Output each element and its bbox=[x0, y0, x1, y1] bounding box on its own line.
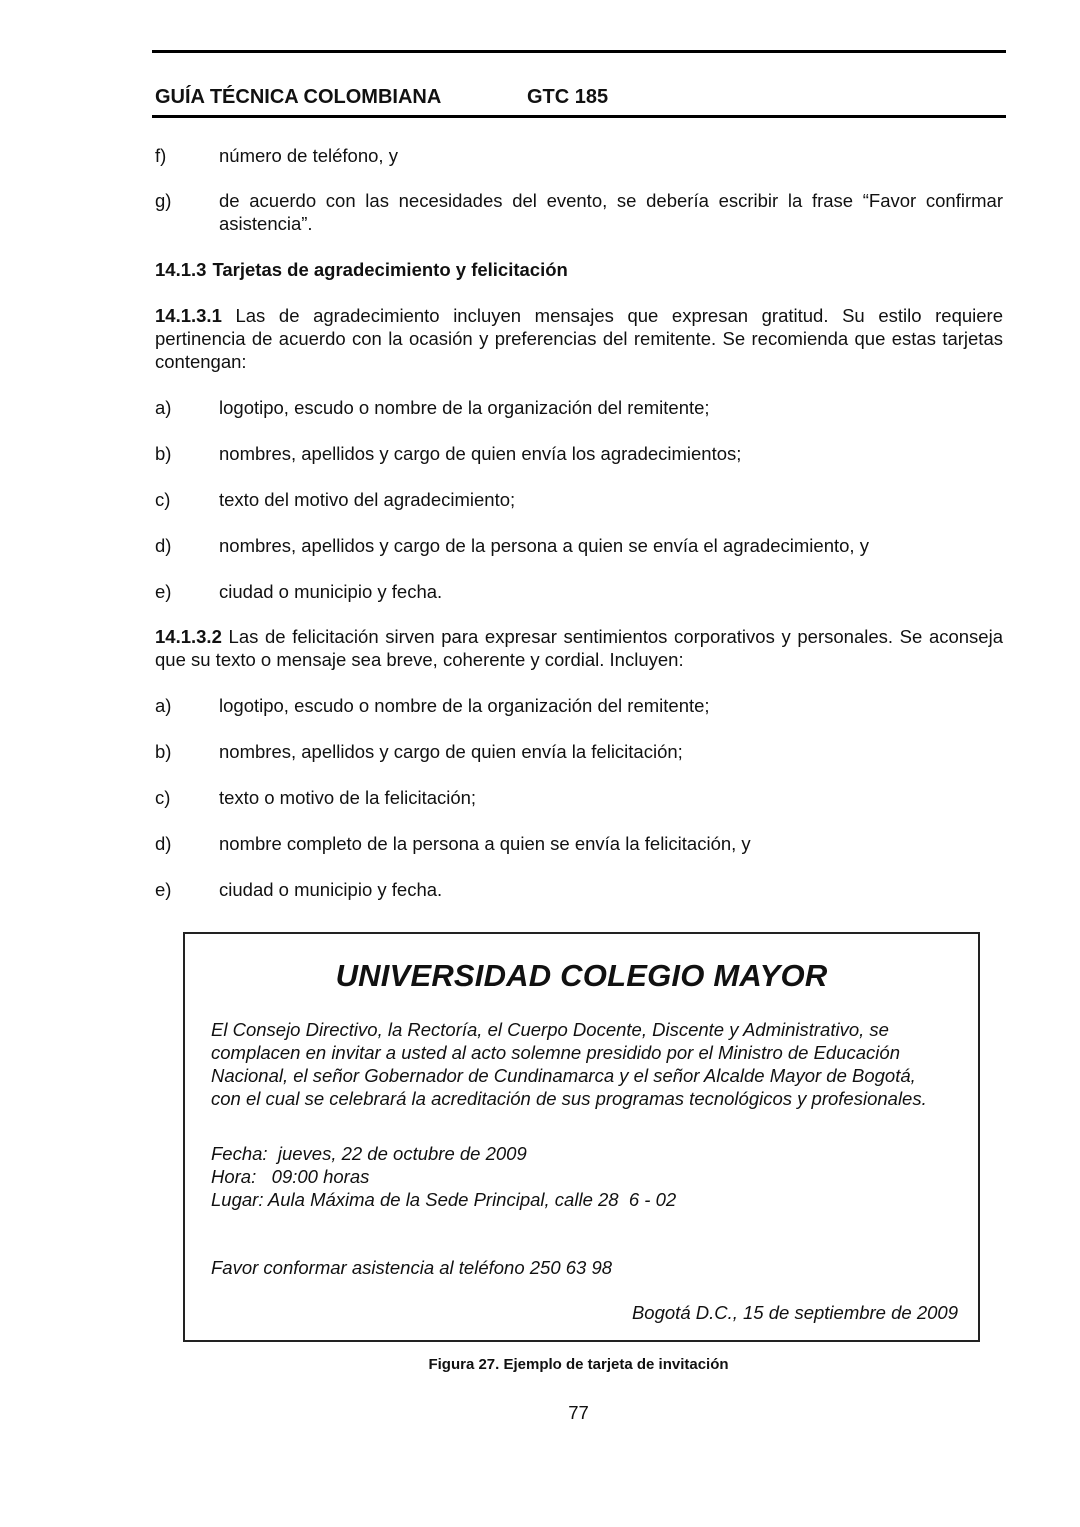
paragraph-felicitacion bbox=[155, 625, 1003, 671]
page-number: 77 bbox=[568, 1402, 589, 1423]
list-item bbox=[155, 396, 1003, 419]
list-item bbox=[155, 442, 1003, 465]
section-number: 14.1.3 bbox=[155, 259, 207, 280]
card-body-line: complacen en invitar a usted al acto solemne presidido por el Ministro de Educación bbox=[211, 1042, 900, 1063]
list-item bbox=[155, 580, 1003, 603]
list-text: ciudad o municipio y fecha. bbox=[219, 879, 443, 900]
list-item bbox=[155, 878, 1003, 901]
list-marker: g) bbox=[155, 190, 172, 211]
card-body-line: El Consejo Directivo, la Rectoría, el Cuerpo Docente, Discente y Administrativo, se bbox=[211, 1019, 889, 1040]
list-item bbox=[155, 534, 1003, 557]
invitation-card bbox=[183, 932, 980, 1342]
card-place-date: Bogotá D.C., 15 de septiembre de 2009 bbox=[631, 1302, 958, 1323]
paragraph-text: Las de felicitación sirven para expresar sentimientos corporativos y personales. Se aconseja que su texto o mensaje sea breve, coherente y cordial. Incluyen: bbox=[155, 626, 1003, 670]
list-text: de acuerdo con las necesidades del evento, se debería escribir la frase “Favor confirmar asistencia”. bbox=[219, 190, 1003, 234]
list-marker: d) bbox=[155, 833, 172, 854]
list-item bbox=[155, 488, 1003, 511]
card-rsvp: Favor conformar asistencia al teléfono 250 63 98 bbox=[211, 1257, 613, 1278]
paragraph-text: Las de agradecimiento incluyen mensajes que expresan gratitud. Su estilo requiere pertinencia de acuerdo con la ocasión y preferencias del remitente. Se recomienda que estas tarjetas contengan: bbox=[155, 305, 1003, 372]
list-marker: b) bbox=[155, 443, 172, 464]
list-marker: f) bbox=[155, 145, 167, 166]
list-text: nombres, apellidos y cargo de la persona a quien se envía el agradecimiento, y bbox=[219, 535, 869, 556]
header-title: GUÍA TÉCNICA COLOMBIANA bbox=[155, 86, 442, 108]
card-lugar: Lugar: Aula Máxima de la Sede Principal, calle 28 6 - 02 bbox=[211, 1189, 677, 1210]
list-text: logotipo, escudo o nombre de la organización del remitente; bbox=[219, 397, 710, 418]
list-text: nombres, apellidos y cargo de quien envía los agradecimientos; bbox=[219, 443, 742, 464]
card-hora: Hora: 09:00 horas bbox=[211, 1166, 370, 1187]
list-item bbox=[155, 694, 1003, 717]
header-code: GTC 185 bbox=[527, 86, 609, 108]
section-title: Tarjetas de agradecimiento y felicitación bbox=[212, 259, 568, 280]
list-item bbox=[155, 786, 1003, 809]
card-title: UNIVERSIDAD COLEGIO MAYOR bbox=[335, 958, 828, 993]
list-marker: a) bbox=[155, 397, 172, 418]
list-marker: c) bbox=[155, 489, 171, 510]
header-bottom-rule bbox=[152, 115, 1006, 118]
card-body bbox=[211, 1018, 961, 1110]
paragraph-agradecimiento bbox=[155, 304, 1003, 373]
list-marker: b) bbox=[155, 741, 172, 762]
card-body-line: con el cual se celebrará la acreditación de sus programas tecnológicos y profesionales. bbox=[211, 1088, 927, 1109]
list-item bbox=[155, 144, 1003, 167]
list-item bbox=[155, 189, 1003, 235]
paragraph-number: 14.1.3.2 bbox=[155, 626, 222, 647]
card-body-line: Nacional, el señor Gobernador de Cundinamarca y el señor Alcalde Mayor de Bogotá, bbox=[211, 1065, 916, 1086]
list-text: logotipo, escudo o nombre de la organización del remitente; bbox=[219, 695, 710, 716]
list-item bbox=[155, 832, 1003, 855]
list-text: número de teléfono, y bbox=[219, 145, 398, 166]
list-item bbox=[155, 740, 1003, 763]
list-text: texto o motivo de la felicitación; bbox=[219, 787, 477, 808]
list-text: nombre completo de la persona a quien se envía la felicitación, y bbox=[219, 833, 751, 854]
figure-caption: Figura 27. Ejemplo de tarjeta de invitación bbox=[428, 1356, 729, 1373]
list-marker: e) bbox=[155, 581, 172, 602]
list-marker: a) bbox=[155, 695, 172, 716]
paragraph-number: 14.1.3.1 bbox=[155, 305, 222, 326]
header-top-rule bbox=[152, 50, 1006, 53]
list-text: texto del motivo del agradecimiento; bbox=[219, 489, 516, 510]
list-marker: d) bbox=[155, 535, 172, 556]
section-heading bbox=[155, 259, 568, 281]
list-text: nombres, apellidos y cargo de quien envía la felicitación; bbox=[219, 741, 683, 762]
list-marker: e) bbox=[155, 879, 172, 900]
list-text: ciudad o municipio y fecha. bbox=[219, 581, 443, 602]
card-details bbox=[211, 1142, 676, 1211]
list-marker: c) bbox=[155, 787, 171, 808]
card-fecha: Fecha: jueves, 22 de octubre de 2009 bbox=[211, 1143, 527, 1164]
